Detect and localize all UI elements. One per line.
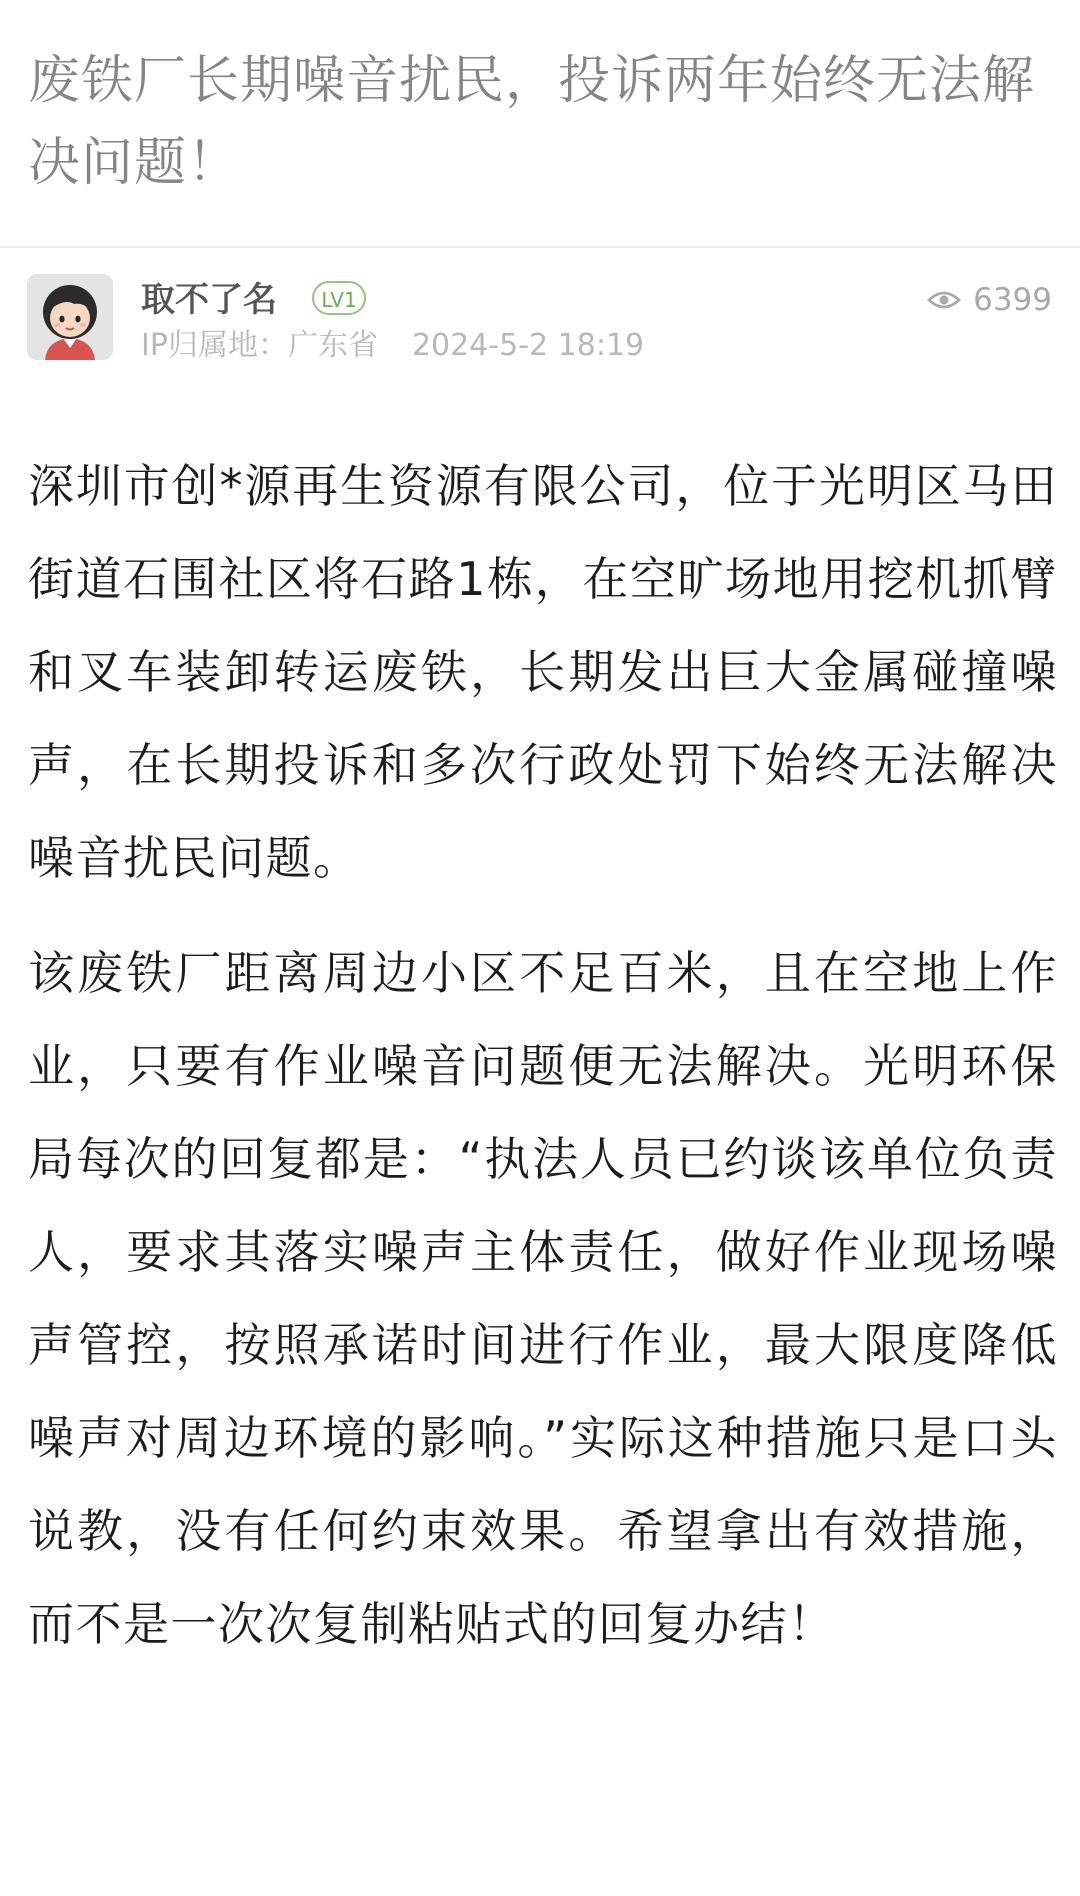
title-divider <box>0 246 1080 248</box>
author-name[interactable]: 取不了名 <box>141 280 277 320</box>
post-title: 废铁厂长期噪音扰民，投诉两年始终无法解决问题！ <box>28 51 1036 193</box>
ip-location: IP归属地：广东省 <box>141 328 378 363</box>
post-meta <box>141 326 644 366</box>
post-datetime: 2024-5-2 18:19 <box>411 328 645 363</box>
post-title-block <box>28 40 1058 204</box>
content-paragraph-2: 该废铁厂距离周边小区不足百米，且在空地上作业，只要有作业噪音问题便无法解决。光明环保局每次的回复都是：“执法人员已约谈该单位负责人，要求其落实噪声主体责任，做好作业现场噪声管控，按照承诺时间进行作业，最大限度降低噪声对周边环境的影响。”实际这种措施只是口头说教，没有任何约束效果。希望拿出有效措施，而不是一次次复制粘贴式的回复办结！ <box>28 946 1058 1651</box>
cartoon-girl-avatar-icon <box>27 274 113 360</box>
view-count <box>927 280 1052 320</box>
post-content <box>28 440 1058 1693</box>
eye-icon <box>927 289 961 311</box>
avatar[interactable] <box>27 274 113 360</box>
view-count-value: 6399 <box>973 282 1052 318</box>
content-paragraph-1: 深圳市创*源再生资源有限公司，位于光明区马田街道石围社区将石路1栋，在空旷场地用挖机抓臂和叉车装卸转运废铁，长期发出巨大金属碰撞噪声，在长期投诉和多次行政处罚下始终无法解决噪音扰民问题。 <box>28 459 1058 885</box>
level-badge: LV1 <box>312 281 366 315</box>
